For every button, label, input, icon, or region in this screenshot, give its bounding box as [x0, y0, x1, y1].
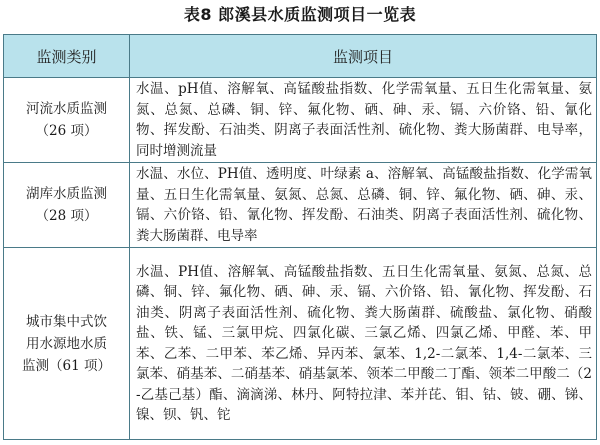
category-count: （26 项） — [35, 123, 98, 139]
row-items: 水温、PH值、溶解氧、高锰酸盐指数、五日生化需氧量、氨氮、总氮、总磷、铜、锌、氟化物、硒、砷、汞、镉、六价铬、铅、氰化物、挥发酚、石油类、阴离子表面活性剂、硫化物、粪大肠菌群、硫酸盐、氯化物、硝酸盐、铁、锰、三氯甲烷、四氯化碳、三氯乙烯、四氯乙烯、甲醛、苯、甲苯、乙苯、二甲苯、苯乙烯、异丙苯、氯苯、1,2-二氯苯、1,4-二氯苯、三氯苯、硝基苯、二硝基苯、硝基氯苯、领苯二甲酸二丁酯、领苯二甲酸二（2-乙基己基）酯、滴滴涕、林丹、阿特拉津、苯并芘、钼、钴、铍、硼、锑、镍、钡、钒、铊 — [130, 248, 597, 440]
table-row — [4, 248, 597, 440]
category-name-line2: 用水源地水质 — [26, 335, 107, 352]
category-name-line3: 监测（61 项） — [22, 357, 111, 374]
table-header-row — [4, 35, 597, 78]
table-row — [4, 78, 597, 163]
header-category: 监测类别 — [4, 35, 130, 78]
row-category — [4, 78, 130, 163]
category-name-line1: 城市集中式饮 — [26, 313, 107, 330]
category-name: 湖库水质监测 — [26, 186, 107, 202]
category-count: （28 项） — [35, 208, 98, 224]
table-title: 表8 郎溪县水质监测项目一览表 — [183, 5, 417, 24]
row-items: 水温、水位、PH值、透明度、叶绿素 a、溶解氧、高锰酸盐指数、化学需氧量、五日生化需氧量、氨氮、总氮、总磷、铜、锌、氟化物、硒、砷、汞、镉、六价铬、铅、氰化物、挥发酚、石油类、阴离子表面活性剂、硫化物、粪大肠菌群、电导率 — [130, 163, 597, 248]
category-name: 河流水质监测 — [26, 101, 107, 117]
row-items: 水温、pH值、溶解氧、高锰酸盐指数、化学需氧量、五日生化需氧量、氨氮、总氮、总磷、铜、锌、氟化物、硒、砷、汞、镉、六价铬、铅、氰化物、挥发酚、石油类、阴离子表面活性剂、硫化物、粪大肠菌群、电导率，同时增测流量 — [130, 78, 597, 163]
row-category — [4, 248, 130, 440]
monitoring-items-table — [3, 34, 597, 440]
table-row — [4, 163, 597, 248]
header-items: 监测项目 — [130, 35, 597, 78]
row-category — [4, 163, 130, 248]
